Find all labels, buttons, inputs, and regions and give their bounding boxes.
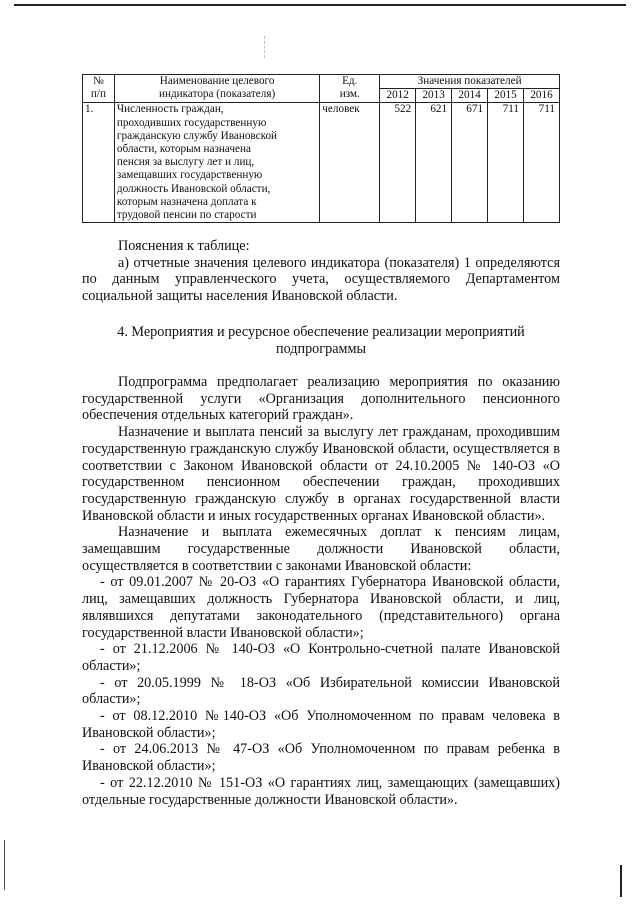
row-unit: человек	[320, 103, 380, 223]
row-value: 711	[488, 103, 524, 223]
section-title-line-1: 4. Мероприятия и ресурсное обеспечение реализации мероприятий	[117, 324, 525, 340]
law-item: - от 21.12.2006 № 140-ОЗ «О Контрольно-счетной палате Ивановской области»;	[82, 641, 560, 674]
scan-left-edge	[4, 840, 5, 890]
row-value: 621	[416, 103, 452, 223]
header-year: 2012	[380, 89, 416, 103]
paragraph-1: Подпрограмма предполагает реализацию мероприятия по оказанию государственной услуги «Организация дополнительного пенсионного обеспечения отдельных категорий граждан».	[82, 374, 560, 424]
header-year: 2014	[452, 89, 488, 103]
header-year: 2015	[488, 89, 524, 103]
paragraph-3: Назначение и выплата ежемесячных доплат к пенсиям лицам, замещавшим государственные должности Ивановской области, осуществляется в соответствии с законами Ивановской области:	[82, 524, 560, 574]
law-item: - от 20.05.1999 № 18-ОЗ «Об Избирательной комиссии Ивановской области»;	[82, 674, 560, 708]
section-title-line-2: подпрограммы	[276, 340, 366, 357]
scan-fold-mark	[264, 36, 266, 58]
notes-heading: Пояснения к таблице:	[118, 238, 250, 254]
table-header-row	[83, 75, 560, 89]
scan-right-edge	[620, 865, 622, 897]
header-number: № п/п	[83, 75, 115, 103]
scan-top-edge	[14, 4, 626, 6]
indicator-table	[82, 74, 560, 223]
law-item: - от 24.06.2013 № 47-ОЗ «Об Уполномоченном по правам ребенка в Ивановской области»;	[82, 741, 560, 775]
law-item: - от 22.12.2010 № 151-ОЗ «О гарантиях лиц, замещающих (замещавших) отдельные государственные должности Ивановской области».	[82, 774, 560, 808]
header-values: Значения показателей	[380, 75, 560, 89]
notes-item-a: а) отчетные значения целевого индикатора (показателя) 1 определяются по данным управленческого учета, осуществляемого Департаментом социальной защиты населения Ивановской области.	[82, 254, 560, 305]
header-year: 2016	[524, 89, 560, 103]
row-value: 671	[452, 103, 488, 223]
row-indicator-name: Численность граждан, проходивших государственную гражданскую службу Ивановской области, которым назначена пенсия за выслугу лет и лиц, замещавших государственную должность Ивановской области, которым назначена доплата к трудовой пенсии по старости	[114, 103, 319, 223]
law-item: - от 08.12.2010 №140-ОЗ «Об Уполномоченном по правам человека в Ивановской области»;	[82, 708, 560, 741]
header-indicator-name: Наименование целевого индикатора (показателя)	[114, 75, 319, 103]
paragraph-2: Назначение и выплата пенсий за выслугу лет гражданам, проходившим государственную гражданскую службу Ивановской области, осуществляется в соответствии с Законом Ивановской области от 24.10.2005 № 140-ОЗ «О государственном пенсионном обеспечении граждан, проходивших государственную гражданскую службу в органах государственной власти Ивановской области и иных государственных органах Ивановской области».	[82, 424, 560, 524]
body-text	[82, 374, 560, 808]
header-unit: Ед. изм.	[320, 75, 380, 103]
row-number: 1.	[83, 103, 115, 223]
law-item: - от 09.01.2007 № 20-ОЗ «О гарантиях Губернатора Ивановской области, лиц, замещавших должность Губернатора Ивановской области, и лиц, являвшихся депутатами законодательного (представительного) органа государственной власти Ивановской области»;	[82, 574, 560, 641]
header-year: 2013	[416, 89, 452, 103]
table-row	[83, 103, 560, 223]
table-notes	[82, 238, 560, 305]
row-value: 711	[524, 103, 560, 223]
row-value: 522	[380, 103, 416, 223]
section-heading	[82, 324, 560, 357]
